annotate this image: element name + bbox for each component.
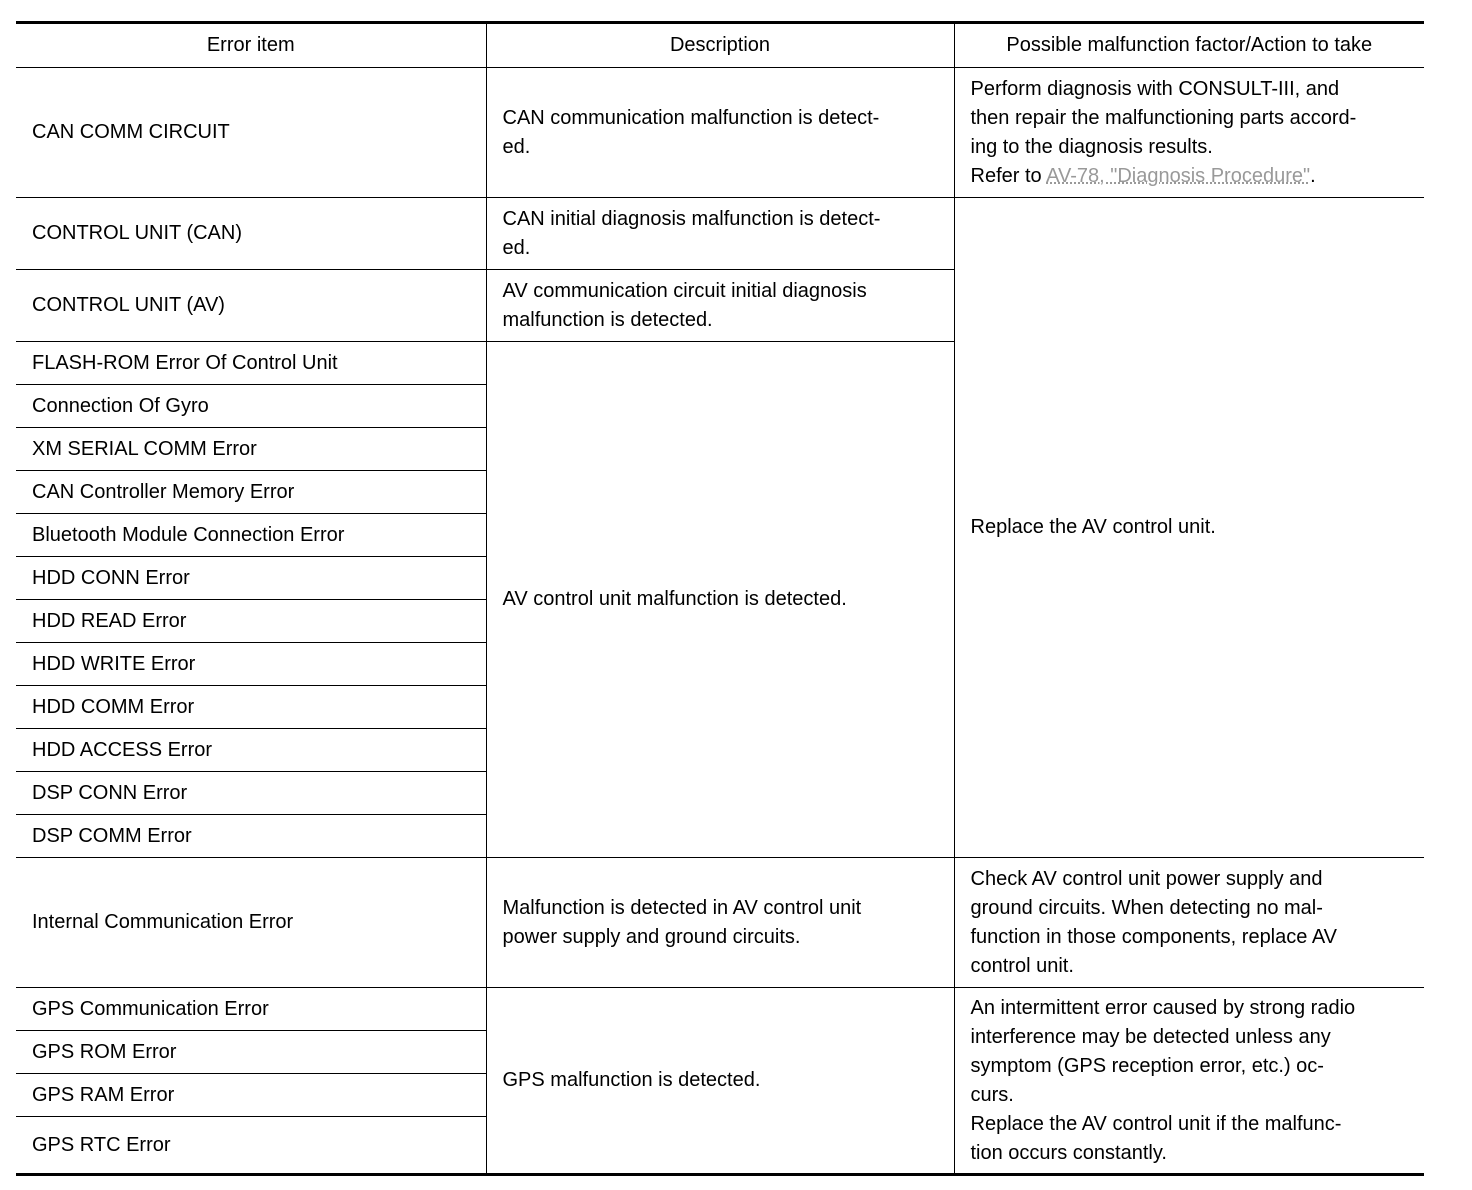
table-row — [16, 68, 1424, 198]
error-item: CONTROL UNIT (CAN) — [16, 198, 486, 270]
error-item: GPS ROM Error — [16, 1031, 486, 1074]
action: Check AV control unit power supply and ground circuits. When detecting no mal- function in those components, replace AV control unit. — [954, 858, 1424, 988]
error-item: GPS RAM Error — [16, 1074, 486, 1117]
description: CAN communication malfunction is detect- ed. — [486, 68, 954, 198]
error-item: CAN COMM CIRCUIT — [16, 68, 486, 198]
header-action: Possible malfunction factor/Action to take — [954, 23, 1424, 68]
diagnosis-procedure-link[interactable]: AV-78, "Diagnosis Procedure" — [1046, 164, 1311, 187]
error-item: Connection Of Gyro — [16, 385, 486, 428]
error-item: GPS RTC Error — [16, 1117, 486, 1175]
error-item: FLASH-ROM Error Of Control Unit — [16, 342, 486, 385]
error-item: Bluetooth Module Connection Error — [16, 514, 486, 557]
error-item: Internal Communication Error — [16, 858, 486, 988]
action: Replace the AV control unit. — [954, 198, 1424, 858]
error-item: DSP COMM Error — [16, 815, 486, 858]
table-row — [16, 858, 1424, 988]
error-item: CAN Controller Memory Error — [16, 471, 486, 514]
header-row — [16, 23, 1424, 68]
description: AV control unit malfunction is detected. — [486, 342, 954, 858]
error-item: HDD READ Error — [16, 600, 486, 643]
error-item: HDD WRITE Error — [16, 643, 486, 686]
header-error-item: Error item — [16, 23, 486, 68]
header-description: Description — [486, 23, 954, 68]
error-item: HDD ACCESS Error — [16, 729, 486, 772]
description: AV communication circuit initial diagnosis malfunction is detected. — [486, 270, 954, 342]
action-text: Perform diagnosis with CONSULT-III, and then repair the malfunctioning parts accord- ing to the diagnosis results. Refer to — [970, 77, 1357, 187]
description: GPS malfunction is detected. — [486, 988, 954, 1175]
description: CAN initial diagnosis malfunction is detect- ed. — [486, 198, 954, 270]
error-item: HDD CONN Error — [16, 557, 486, 600]
error-item: DSP CONN Error — [16, 772, 486, 815]
table-row — [16, 198, 1424, 270]
error-item: GPS Communication Error — [16, 988, 486, 1031]
error-item: CONTROL UNIT (AV) — [16, 270, 486, 342]
error-item: HDD COMM Error — [16, 686, 486, 729]
description: Malfunction is detected in AV control unit power supply and ground circuits. — [486, 858, 954, 988]
action-text-end: . — [1310, 164, 1316, 187]
error-table — [16, 21, 1424, 1176]
table-row — [16, 988, 1424, 1031]
action — [954, 68, 1424, 198]
error-item: XM SERIAL COMM Error — [16, 428, 486, 471]
action: An intermittent error caused by strong radio interference may be detected unless any symptom (GPS reception error, etc.) oc- curs. Replace the AV control unit if the malfunc- tion occurs constantly. — [954, 988, 1424, 1175]
